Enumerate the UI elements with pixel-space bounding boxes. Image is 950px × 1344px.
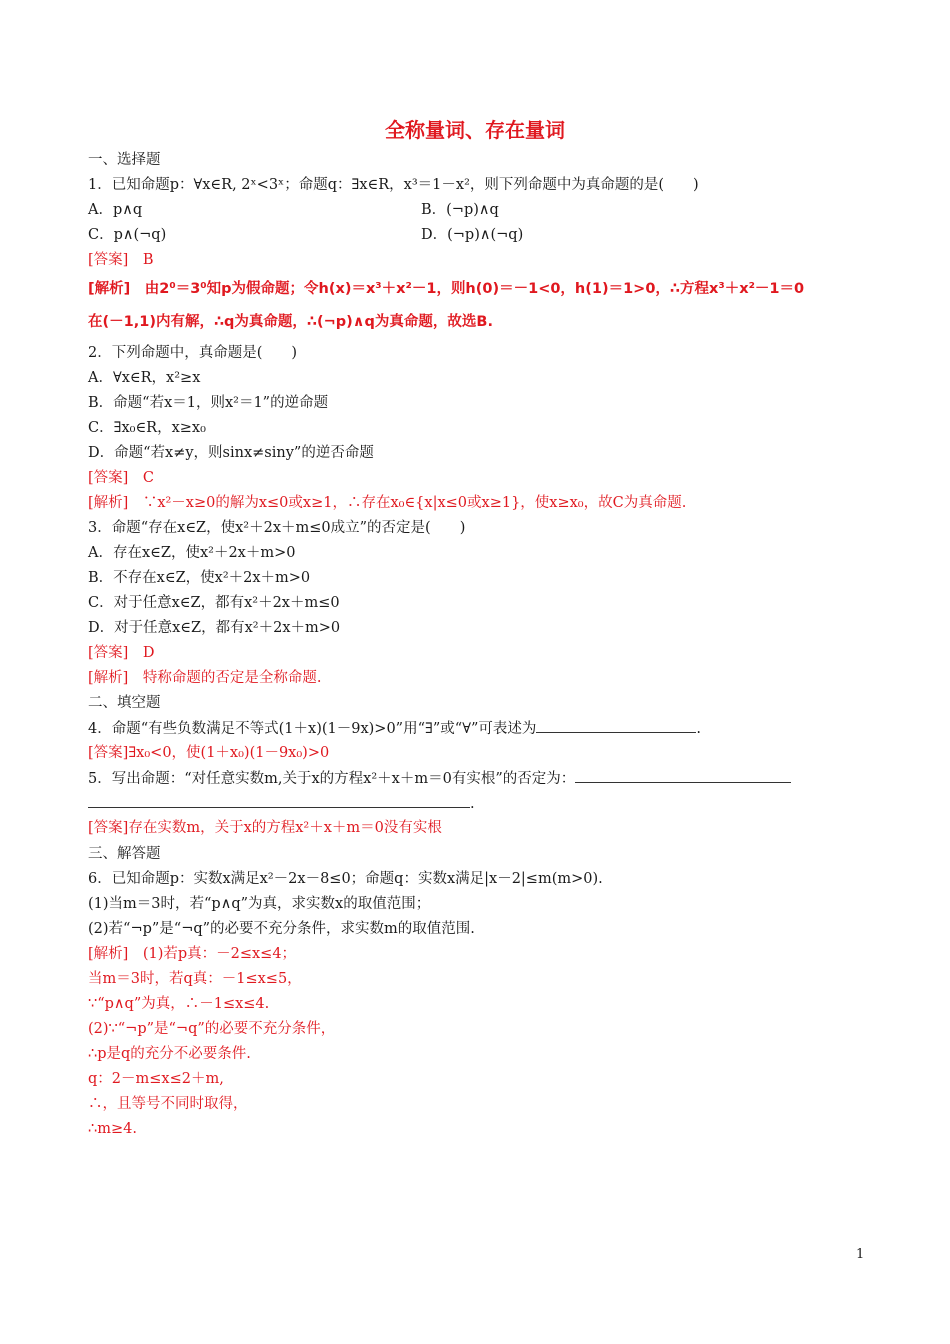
q2-option-c: C．∃x₀∈R，x≥x₀ xyxy=(88,420,206,436)
q1-option-c: C．p∧(¬q) xyxy=(88,227,167,243)
q3-option-a: A．存在x∈Z，使x²＋2x＋m>0 xyxy=(88,545,296,561)
section-heading-solve: 三、解答题 xyxy=(88,846,161,862)
q2-option-a: A．∀x∈R，x²≥x xyxy=(88,370,201,386)
q3-option-d: D．对于任意x∈Z，都有x²＋2x＋m>0 xyxy=(88,620,341,636)
q4-period: . xyxy=(696,721,701,737)
q6-part-1: (1)当m＝3时，若“p∧q”为真，求实数x的取值范围； xyxy=(88,896,431,912)
section-heading-choice: 一、选择题 xyxy=(88,152,161,168)
question-4 xyxy=(88,718,701,739)
q2-explanation: [解析] ∵x²－x≥0的解为x≤0或x≥1，∴存在x₀∈{x|x≤0或x≥1}，使x≥x₀，故C为真命题. xyxy=(88,495,687,511)
q6-solution-6: q：2－m≤x≤2＋m, xyxy=(88,1071,224,1087)
section-heading-fill: 二、填空题 xyxy=(88,695,161,711)
q6-solution-4: (2)∵“¬p”是“¬q”的必要不充分条件， xyxy=(88,1021,336,1037)
q3-option-b: B．不存在x∈Z，使x²＋2x＋m>0 xyxy=(88,570,311,586)
question-2: 2．下列命题中，真命题是( ) xyxy=(88,345,298,361)
q6-part-2: (2)若“¬p”是“¬q”的必要不充分条件，求实数m的取值范围. xyxy=(88,921,475,937)
q4-answer: [答案]∃x₀<0，使(1＋x₀)(1－9x₀)>0 xyxy=(88,745,330,761)
q2-option-b: B．命题“若x＝1，则x²＝1”的逆命题 xyxy=(88,395,329,411)
page-title: 全称量词、存在量词 xyxy=(385,118,565,142)
q6-solution-7: ∴，且等号不同时取得， xyxy=(88,1096,248,1112)
q4-answer-blank xyxy=(536,718,696,733)
q5-period: . xyxy=(470,796,475,812)
q6-solution-3: ∵“p∧q”为真，∴－1≤x≤4. xyxy=(88,996,270,1012)
q1-option-d: D．(¬p)∧(¬q) xyxy=(421,227,524,243)
q5-blank-line2 xyxy=(88,793,475,814)
q2-answer: [答案] C xyxy=(88,470,154,486)
q5-answer-blank-line1 xyxy=(575,768,791,783)
q4-text: 4．命题“有些负数满足不等式(1＋x)(1－9x)>0”用“∃”或“∀”可表述为 xyxy=(88,721,537,737)
question-5 xyxy=(88,768,791,789)
question-1: 1．已知命题p：∀x∈R, 2ˣ<3ˣ；命题q：∃x∈R，x³＝1－x²，则下列命题中为真命题的是( ) xyxy=(88,177,699,193)
q1-explanation-line2: 在(－1,1)内有解，∴q为真命题，∴(¬p)∧q为真命题，故选B. xyxy=(88,314,493,330)
q1-explanation-line1: [解析] 由2⁰＝3⁰知p为假命题；令h(x)＝x³＋x²－1，则h(0)＝－1<0，h(1)＝1>0，∴方程x³＋x²－1＝0 xyxy=(88,281,805,297)
q5-answer-blank-line2 xyxy=(88,793,470,808)
q2-option-d: D．命题“若x≠y，则sinx≠siny”的逆否命题 xyxy=(88,445,374,461)
q5-answer: [答案]存在实数m，关于x的方程x²＋x＋m＝0没有实根 xyxy=(88,820,442,836)
q6-solution-2: 当m＝3时，若q真：－1≤x≤5， xyxy=(88,971,302,987)
q6-solution-5: ∴p是q的充分不必要条件. xyxy=(88,1046,251,1062)
q6-solution-8: ∴m≥4. xyxy=(88,1121,137,1137)
question-6: 6．已知命题p：实数x满足x²－2x－8≤0；命题q：实数x满足|x－2|≤m(m>0). xyxy=(88,871,603,887)
q3-option-c: C．对于任意x∈Z，都有x²＋2x＋m≤0 xyxy=(88,595,340,611)
q3-answer: [答案] D xyxy=(88,645,155,661)
page-number: 1 xyxy=(856,1247,865,1262)
q3-explanation: [解析] 特称命题的否定是全称命题. xyxy=(88,670,322,686)
q1-option-b: B．(¬p)∧q xyxy=(421,202,499,218)
q1-option-a: A．p∧q xyxy=(88,202,143,218)
q6-solution-1: [解析] (1)若p真：－2≤x≤4； xyxy=(88,946,297,962)
question-3: 3．命题“存在x∈Z，使x²＋2x＋m≤0成立”的否定是( ) xyxy=(88,520,466,536)
q1-answer: [答案] B xyxy=(88,252,154,268)
q5-text: 5．写出命题：“对任意实数m,关于x的方程x²＋x＋m＝0有实根”的否定为： xyxy=(88,771,576,787)
